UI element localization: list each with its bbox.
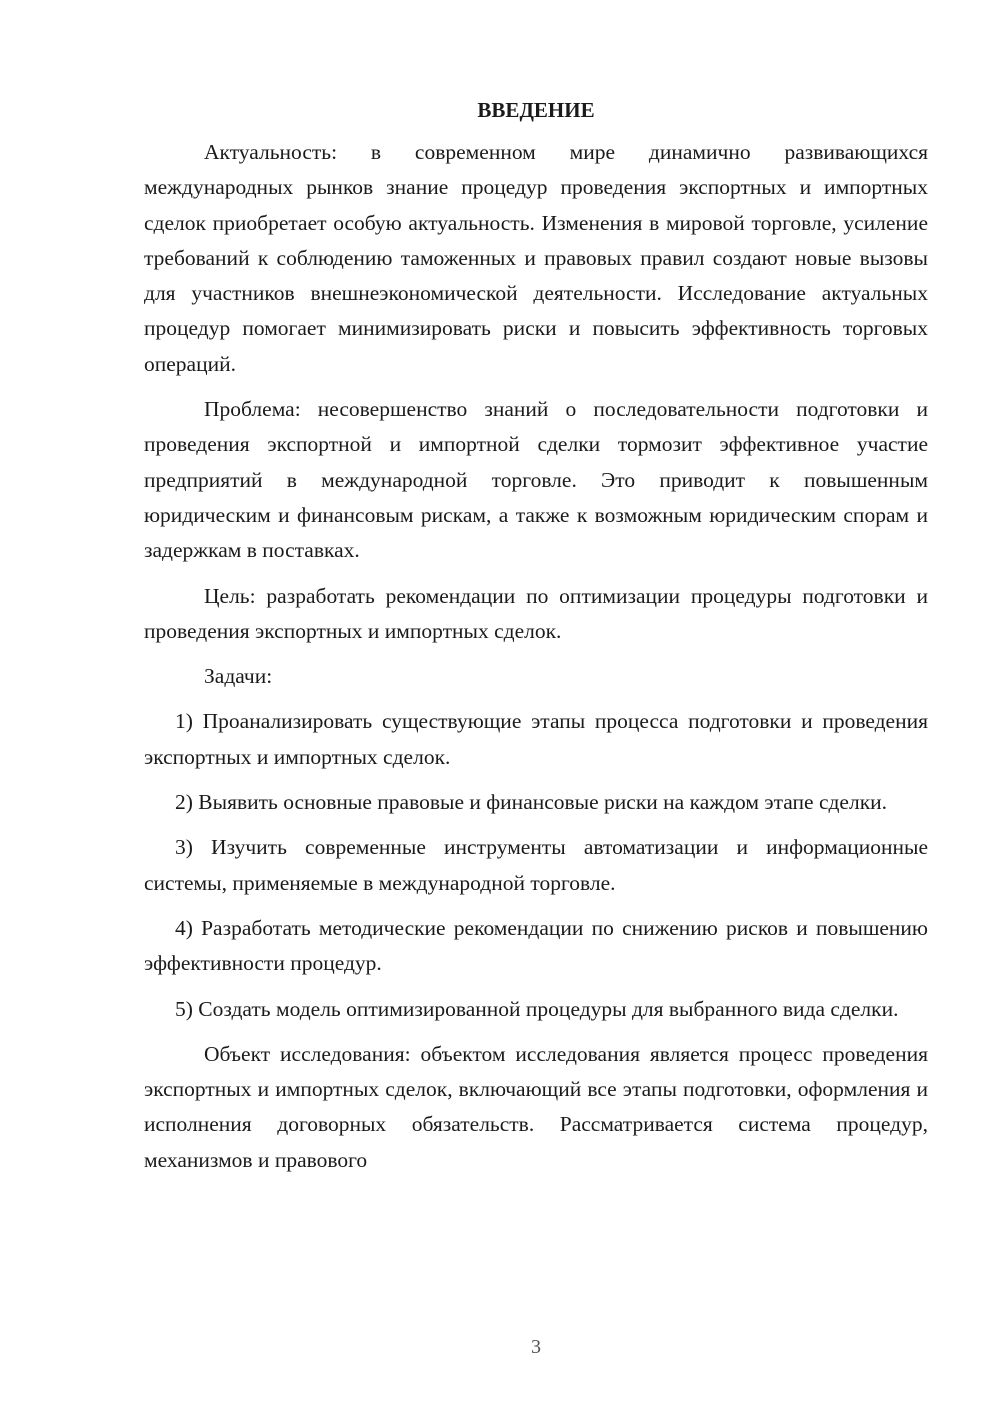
tasks-heading: Задачи:	[204, 664, 273, 689]
task-item-1: 1) Проанализировать существующие этапы процесса подготовки и проведения экспортных и импортных сделок.	[144, 709, 928, 769]
paragraph-object: Объект исследования: объектом исследования является процесс проведения экспортных и импортных сделок, включающий все этапы подготовки, оформления и исполнения договорных обязательств. Рассматривается система процедур, механизмов и правового	[144, 1041, 928, 1172]
task-item-3: 3) Изучить современные инструменты автоматизации и информационные системы, применяемые в международной торговле.	[144, 835, 928, 895]
page-title: ВВЕДЕНИЕ	[477, 98, 595, 122]
task-item-4: 4) Разработать методические рекомендации по снижению рисков и повышению эффективности процедур.	[144, 915, 928, 976]
paragraph-goal: Цель: разработать рекомендации по оптимизации процедуры подготовки и проведения экспортных и импортных сделок.	[144, 583, 928, 643]
task-item-2: 2) Выявить основные правовые и финансовые риски на каждом этапе сделки.	[175, 790, 888, 815]
paragraph-problem: Проблема: несовершенство знаний о последовательности подготовки и проведения экспортной и импортной сделки тормозит эффективное участие предприятий в международной торговле. Это приводит к повышенным юридическим и финансовым рискам, а также к возможным юридическим спорам и задержкам в поставках.	[144, 397, 928, 563]
page-number: 3	[531, 1336, 541, 1358]
document-body	[144, 95, 928, 1178]
paragraph-relevance: Актуальность: в современном мире динамично развивающихся международных рынков знание процедур проведения экспортных и импортных сделок приобретает особую актуальность. Изменения в мировой торговле, усиление требований к соблюдению таможенных и правовых правил создают новые вызовы для участников внешнеэкономической деятельности. Исследование актуальных процедур помогает минимизировать риски и повысить эффективность торговых операций.	[144, 140, 928, 376]
task-item-5: 5) Создать модель оптимизированной процедуры для выбранного вида сделки.	[175, 996, 899, 1021]
